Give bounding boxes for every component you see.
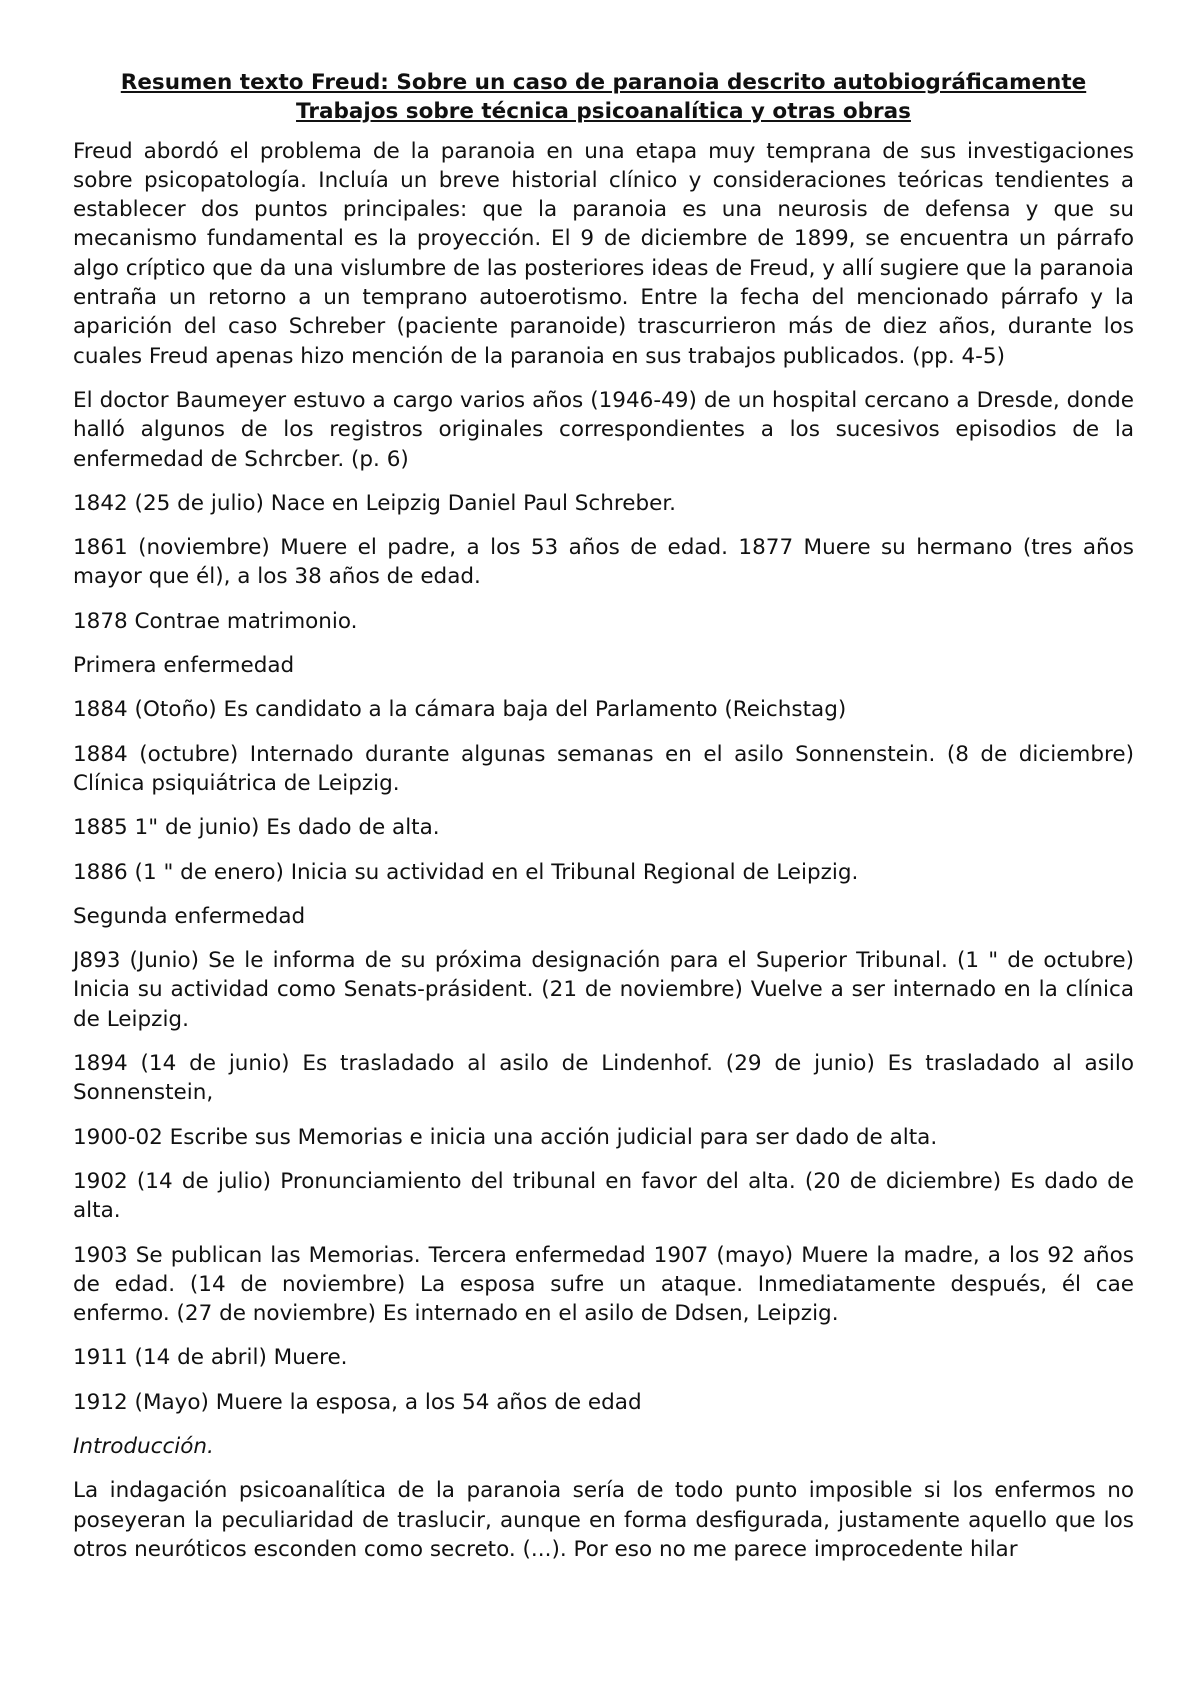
timeline-entry: 1894 (14 de junio) Es trasladado al asilo de Lindenhof. (29 de junio) Es trasladado al asilo Sonnenstein, xyxy=(73,1051,1134,1106)
paragraph-intro: Freud abordó el problema de la paranoia en una etapa muy temprana de sus investigaciones sobre psicopatología. Incluía un breve historial clínico y consideraciones teóricas tendientes a establecer dos puntos principales: que la paranoia es una neurosis de defensa y que su mecanismo fundamental es la proyección. El 9 de diciembre de 1899, se encuentra un párrafo algo críptico que da una vislumbre de las posteriores ideas de Freud, y allí sugiere que la paranoia entraña un retorno a un temprano autoerotismo. Entre la fecha del mencionado párrafo y la aparición del caso Schreber (paciente paranoide) trascurrieron más de diez años, durante los cuales Freud apenas hizo mención de la paranoia en sus trabajos publicados. (pp. 4-5) xyxy=(73,138,1134,369)
paragraph-baumeyer: El doctor Baumeyer estuvo a cargo varios años (1946-49) de un hospital cercano a Dresde, donde halló algunos de los registros originales correspondientes a los sucesivos episodios de la enfermedad de Schrcber. (p. 6) xyxy=(73,387,1134,472)
timeline-entry: 1884 (Otoño) Es candidato a la cámara baja del Parlamento (Reichstag) xyxy=(73,697,847,723)
paragraph-introduccion-body: La indagación psicoanalítica de la paranoia sería de todo punto imposible si los enfermos no poseyeran la peculiaridad de traslucir, aunque en forma desfigurada, justamente aquello que los otros neuróticos esconden como secreto. (...). Por eso no me parece improcedente hilar xyxy=(73,1478,1134,1562)
document-page xyxy=(73,68,1134,1579)
timeline-entry: 1878 Contrae matrimonio. xyxy=(73,608,358,634)
timeline-entry: 1884 (octubre) Internado durante algunas semanas en el asilo Sonnenstein. (8 de diciembre) Clínica psiquiátrica de Leipzig. xyxy=(73,741,1134,796)
timeline-entry: 1885 1" de junio) Es dado de alta. xyxy=(73,815,440,841)
section-heading-introduccion: Introducción. xyxy=(73,1433,214,1459)
title-line-2: Trabajos sobre técnica psicoanalítica y otras obras xyxy=(296,99,911,125)
timeline-entry: 1912 (Mayo) Muere la esposa, a los 54 años de edad xyxy=(73,1389,642,1415)
timeline-entry: J893 (Junio) Se le informa de su próxima designación para el Superior Tribunal. (1 " de octubre) Inicia su actividad como Senats-prásident. (21 de noviembre) Vuelve a ser internado en la clínica de Leipzig. xyxy=(73,948,1134,1032)
timeline-entry: 1911 (14 de abril) Muere. xyxy=(73,1345,348,1371)
document-title xyxy=(73,68,1134,127)
title-line-1: Resumen texto Freud: Sobre un caso de paranoia descrito autobiográficamente xyxy=(120,70,1087,95)
timeline-entry: 1903 Se publican las Memorias. Tercera enfermedad 1907 (mayo) Muere la madre, a los 92 años de edad. (14 de noviembre) La esposa sufre un ataque. Inmediatamente después, él cae enfermo. (27 de noviembre) Es internado en el asilo de Ddsen, Leipzig. xyxy=(73,1242,1134,1327)
timeline-entry: 1900-02 Escribe sus Memorias e inicia una acción judicial para ser dado de alta. xyxy=(73,1124,938,1150)
timeline-entry: 1902 (14 de julio) Pronunciamiento del tribunal en favor del alta. (20 de diciembre) Es dado de alta. xyxy=(73,1168,1134,1224)
section-heading-segunda-enfermedad: Segunda enfermedad xyxy=(73,903,306,929)
timeline-entry: 1886 (1 " de enero) Inicia su actividad en el Tribunal Regional de Leipzig. xyxy=(73,859,859,885)
timeline-entry: 1861 (noviembre) Muere el padre, a los 53 años de edad. 1877 Muere su hermano (tres años mayor que él), a los 38 años de edad. xyxy=(73,535,1134,590)
section-heading-primera-enfermedad: Primera enfermedad xyxy=(73,653,295,679)
timeline-entry: 1842 (25 de julio) Nace en Leipzig Daniel Paul Schreber. xyxy=(73,490,677,516)
